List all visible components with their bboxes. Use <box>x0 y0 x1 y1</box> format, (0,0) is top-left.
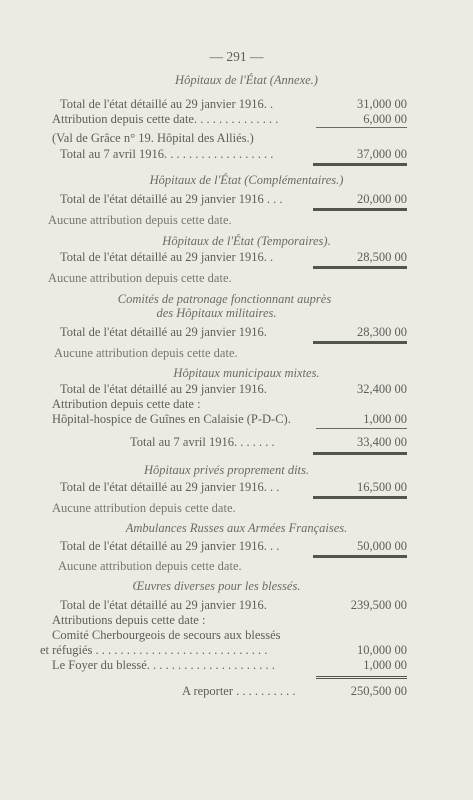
row-amount: 10,000 00 <box>357 643 407 657</box>
section-heading: Hôpitaux de l'État (Temporaires). <box>162 234 331 248</box>
row-label: Attribution depuis cette date : <box>52 397 201 411</box>
row-label: Comité Cherbourgeois de secours aux blessés <box>52 628 281 642</box>
row-amount: 239,500 00 <box>350 598 407 612</box>
total-rule <box>313 452 407 455</box>
row-label: Total de l'état détaillé au 29 janvier 1916 . . . <box>60 192 283 206</box>
row-amount: 1,000 00 <box>363 658 407 672</box>
row-label: Attributions depuis cette date : <box>52 613 206 627</box>
row-label: Total de l'état détaillé au 29 janvier 1916. . <box>60 250 274 264</box>
section-heading: Œuvres diverses pour les blessés. <box>132 579 301 593</box>
row-amount: 32,400 00 <box>357 382 407 396</box>
row-amount: 28,300 00 <box>357 325 407 339</box>
row-amount: 50,000 00 <box>357 539 407 553</box>
total-label: Total au 7 avril 1916. . . . . . . <box>130 435 275 449</box>
row-note: Aucune attribution depuis cette date. <box>58 559 242 573</box>
section-heading: Hôpitaux de l'État (Complémentaires.) <box>149 173 344 187</box>
row-label: et réfugiés . . . . . . . . . . . . . . . . . . . . . . . . . . . . <box>40 643 268 657</box>
row-amount: 28,500 00 <box>357 250 407 264</box>
row-amount: 31,000 00 <box>357 97 407 111</box>
section-heading: Hôpitaux de l'État (Annexe.) <box>175 73 318 87</box>
row-label: Total de l'état détaillé au 29 janvier 1916. <box>60 598 267 612</box>
section-heading: Hôpitaux municipaux mixtes. <box>173 366 320 380</box>
row-amount: 1,000 00 <box>363 412 407 426</box>
row-note: Aucune attribution depuis cette date. <box>48 271 232 285</box>
total-rule <box>313 163 407 166</box>
total-amount: 33,400 00 <box>357 435 407 449</box>
total-rule <box>313 555 407 558</box>
section-heading: Ambulances Russes aux Armées Françaises. <box>125 521 348 535</box>
row-label: Total de l'état détaillé au 29 janvier 1916. . . <box>60 539 280 553</box>
row-label: Total de l'état détaillé au 29 janvier 1916. . <box>60 97 274 111</box>
sum-rule <box>316 127 407 128</box>
total-rule <box>313 266 407 269</box>
row-amount: 20,000 00 <box>357 192 407 206</box>
row-label: Attribution depuis cette date. . . . . . . . . . . . . . <box>52 112 279 126</box>
section-heading: Hôpitaux privés proprement dits. <box>143 463 310 477</box>
row-amount: 16,500 00 <box>357 480 407 494</box>
total-label: Total au 7 avril 1916. . . . . . . . . . . . . . . . . . <box>60 147 274 161</box>
row-note: Aucune attribution depuis cette date. <box>48 213 232 227</box>
sum-rule <box>316 428 407 429</box>
row-note: Aucune attribution depuis cette date. <box>52 501 236 515</box>
row-label: Le Foyer du blessé. . . . . . . . . . . . . . . . . . . . . <box>52 658 275 672</box>
row-label: Total de l'état détaillé au 29 janvier 1916. <box>60 325 267 339</box>
page-number: — 291 — <box>209 49 264 64</box>
total-rule <box>313 496 407 499</box>
sum-rule <box>316 676 407 681</box>
row-amount: 6,000 00 <box>363 112 407 126</box>
carry-forward-label: A reporter . . . . . . . . . . <box>182 684 296 698</box>
total-amount: 37,000 00 <box>357 147 407 161</box>
total-rule <box>313 208 407 211</box>
carry-forward-amount: 250,500 00 <box>350 684 407 698</box>
total-rule <box>313 341 407 344</box>
row-label: Hôpital-hospice de Guînes en Calaisie (P-D-C). <box>52 412 291 426</box>
section-heading: des Hôpitaux militaires. <box>156 306 277 320</box>
section-heading: Comités de patronage fonctionnant auprès <box>117 292 332 306</box>
row-note: (Val de Grâce n° 19. Hôpital des Alliés.) <box>52 131 254 145</box>
row-note: Aucune attribution depuis cette date. <box>54 346 238 360</box>
row-label: Total de l'état détaillé au 29 janvier 1916. . . <box>60 480 280 494</box>
row-label: Total de l'état détaillé au 29 janvier 1916. <box>60 382 267 396</box>
